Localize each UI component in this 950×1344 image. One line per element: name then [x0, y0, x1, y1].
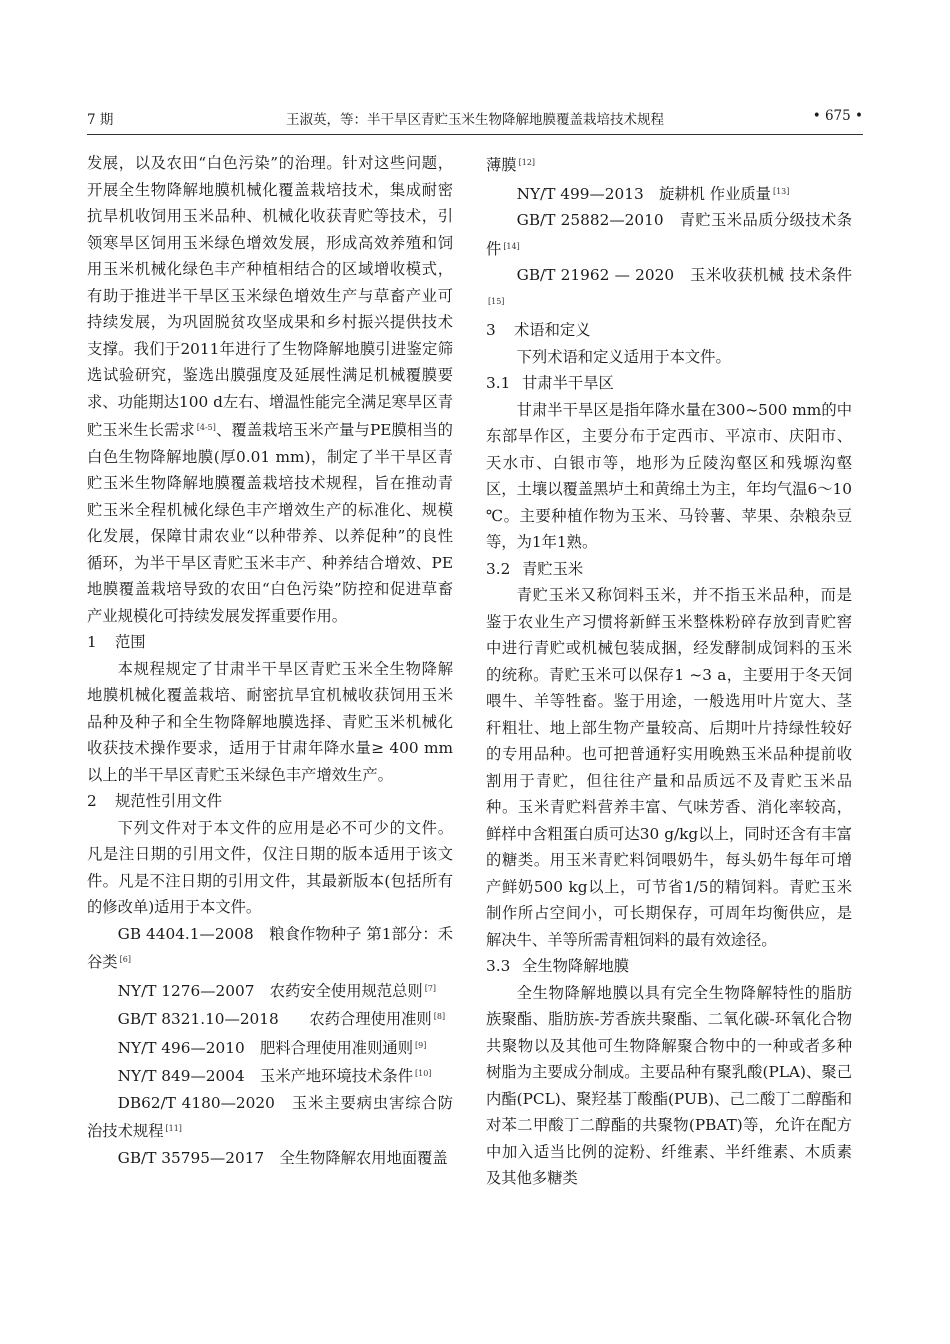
section-heading-3: [486, 317, 852, 344]
header-rule: [87, 134, 863, 135]
reference-text: 薄膜: [486, 156, 517, 174]
section-heading-1: [87, 629, 453, 656]
reference-item: [486, 179, 852, 208]
section-title: 甘肃半干旱区: [522, 374, 614, 392]
reference-text: GB 4404.1—2008 粮食作物种子 第1部分：禾谷类: [87, 924, 453, 971]
reference-item: [87, 1090, 453, 1145]
reference-text: GB/T 8321.10—2018 农药合理使用准则: [117, 1010, 432, 1028]
running-header: [87, 108, 863, 130]
section-3-1-body: 甘肃半干旱区是指年降水量在300~500 mm的中东部旱作区，主要分布于定西市、平凉市、庆阳市、天水市、白银市等，地形为丘陵沟壑区和残塬沟壑区，土壤以覆盖黑垆土和黄绵土为主，年均气温6～10 ℃。主要种植作物为玉米、马铃薯、苹果、杂粮杂豆等，为1年1熟。: [486, 400, 852, 551]
intro-text: 发展，以及农田“白色污染”的治理。针对这些问题，开展全生物降解地膜机械化覆盖栽培技术，集成耐密抗旱机收饲用玉米品种、机械化收获青贮等技术，引领寒旱区饲用玉米绿色增效发展，形成高效养殖和饲用玉米机械化绿色丰产种植相结合的区域增收模式，有助于推进半干旱区玉米绿色增效生产与草畜产业可持续发展，为巩固脱贫攻坚成果和乡村振兴提供技术支撑。我们于2011年进行了生物降解地膜引进鉴定筛选试验研究，鉴选出膜强度及延展性满足机械覆膜要求、功能期达100 d左右、增温性能完全满足寒旱区青贮玉米生长需求: [87, 154, 453, 439]
section-number: 3: [486, 321, 496, 339]
section-heading-3-3: [486, 953, 852, 980]
section-3-3-body: 全生物降解地膜以具有完全生物降解特性的脂肪族聚酯、脂肪族-芳香族共聚酯、二氧化碳-环氧化合物共聚物以及其他可生物降解聚合物中的一种或者多种树脂为主要成分制成。主要品种有聚乳酸(PLA)、聚己内酯(PCL)、聚羟基丁酸酯(PUB)、己二酸丁二醇酯和对苯二甲酸丁二醇酯的共聚物(PBAT)等，允许在配方中加入适当比例的淀粉、纤维素、半纤维素、木质素及其他多糖类: [486, 983, 852, 1187]
intro-paragraph: [87, 150, 453, 629]
reference-text: NY/T 496—2010 肥料合理使用准则通则: [117, 1038, 413, 1057]
issue-number: 7 期: [87, 112, 114, 128]
right-column: [486, 150, 852, 1192]
section-number: 2: [87, 792, 97, 810]
section-heading-2: [87, 788, 453, 815]
citation: [15]: [488, 296, 505, 306]
section-title: 术语和定义: [514, 321, 591, 339]
reference-item: [87, 1033, 453, 1062]
citation: [9]: [415, 1040, 427, 1050]
reference-item: [87, 976, 453, 1005]
citation: [12]: [518, 158, 536, 167]
section-2-body: 下列文件对于本文件的应用是必不可少的文件。凡是注日期的引用文件，仅注日期的版本适用于该文件。凡是不注日期的引用文件，其最新版本(包括所有的修改单)适用于本文件。: [87, 818, 453, 916]
section-title: 规范性引用文件: [115, 792, 223, 810]
section-heading-3-2: [486, 556, 852, 583]
running-title: 王淑英，等：半干旱区青贮玉米生物降解地膜覆盖栽培技术规程: [286, 112, 664, 128]
left-column: [87, 150, 453, 1171]
section-title: 全生物降解地膜: [522, 957, 630, 975]
reference-item: [486, 262, 852, 317]
reference-continuation: [486, 150, 852, 179]
section-number: 1: [87, 633, 97, 651]
reference-text: GB/T 21962 — 2020 玉米收获机械 技术条件: [516, 266, 852, 284]
page-number: • 675 •: [812, 108, 863, 124]
section-3-body: 下列术语和定义适用于本文件。: [516, 347, 731, 366]
section-number: 3.3: [486, 957, 511, 975]
section-1-body: 本规程规定了甘肃半干旱区青贮玉米全生物降解地膜机械化覆盖栽培、耐密抗旱宜机械收获饲用玉米品种及种子和全生物降解地膜选择、青贮玉米机械化收获技术操作要求，适用于甘肃年降水量≥ 400 mm以上的半干旱区青贮玉米绿色丰产增效生产。: [87, 659, 453, 784]
reference-text: GB/T 35795—2017 全生物降解农用地面覆盖: [117, 1148, 448, 1167]
reference-text: NY/T 1276—2007 农药安全使用规范总则: [117, 981, 423, 1000]
citation: [10]: [415, 1069, 432, 1078]
citation: [4-5]: [196, 423, 216, 432]
reference-item: [87, 1004, 453, 1033]
citation: [13]: [772, 186, 790, 196]
section-title: 青贮玉米: [522, 559, 584, 578]
citation: [7]: [424, 983, 437, 993]
reference-text: NY/T 849—2004 玉米产地环境技术条件: [117, 1067, 413, 1085]
intro-text-tail: 、覆盖栽培玉米产量与PE膜相当的白色生物降解地膜(厚0.01 mm)，制定了半干旱区青贮玉米生物降解地膜覆盖栽培技术规程，旨在推动青贮玉米全程机械化绿色丰产增效生产的标准化、规模化发展，保障甘肃农业“以种带养、以养促种”的良性循环，为半干旱区青贮玉米丰产、种养结合增效、PE地膜覆盖栽培导致的农田“白色污染”防控和促进草畜产业规模化可持续发展发挥重要作用。: [87, 421, 453, 625]
citation: [11]: [165, 1124, 182, 1133]
reference-text: GB/T 25882—2010 青贮玉米品质分级技术条件: [486, 211, 852, 258]
reference-item: [486, 207, 852, 262]
citation: [8]: [433, 1012, 446, 1021]
section-3-2-body: 青贮玉米又称饲料玉米，并不指玉米品种，而是鉴于农业生产习惯将新鲜玉米整株粉碎存放到青贮窖中进行青贮或机械包装成捆，经发酵制成饲料的玉米的统称。青贮玉米可以保存1 ~3 a，主要用于冬天饲喂牛、羊等牲畜。鉴于用途，一般选用叶片宽大、茎秆粗壮、地上部生物产量较高、后期叶片持绿性较好的专用品种。也可把普通籽实用晚熟玉米品种提前收割用于青贮，但往往产量和品质远不及青贮玉米品种。玉米青贮料营养丰富、气味芳香、消化率较高，鲜样中含粗蛋白质可达30 g/kg以上，同时还含有丰富的糖类。用玉米青贮料饲喂奶牛，每头奶牛每年可增产鲜奶500 kg以上，可节省1/5的精饲料。青贮玉米制作所占空间小，可长期保存，可周年均衡供应，是解决牛、羊等所需青粗饲料的最有效途径。: [486, 586, 852, 949]
section-number: 3.2: [486, 559, 511, 578]
citation: [14]: [503, 241, 520, 251]
reference-text: DB62/T 4180—2020 玉米主要病虫害综合防治技术规程: [87, 1093, 453, 1140]
reference-item: [87, 921, 453, 976]
reference-text: NY/T 499—2013 旋耕机 作业质量: [516, 184, 771, 203]
section-heading-3-1: [486, 370, 852, 397]
section-title: 范围: [115, 633, 146, 651]
reference-item: [87, 1061, 453, 1090]
reference-item: [87, 1145, 453, 1172]
section-number: 3.1: [486, 374, 511, 392]
citation: [6]: [119, 955, 131, 964]
